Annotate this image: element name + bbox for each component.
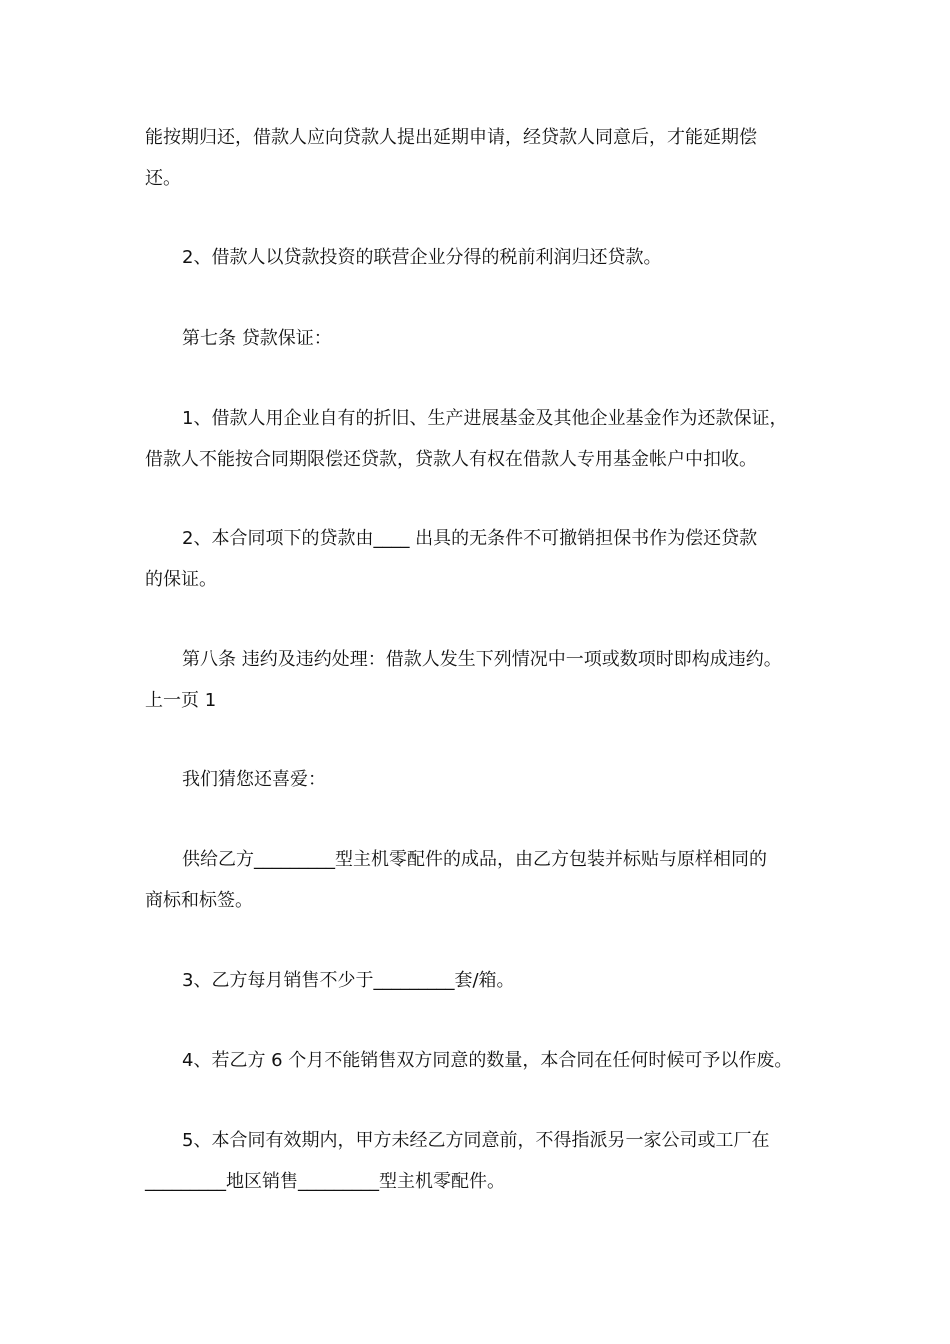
text-line: 商标和标签。 <box>145 890 253 911</box>
text-line: 供给乙方_________型主机零配件的成品，由乙方包装并标贴与原样相同的 <box>182 849 767 870</box>
text-line: 2、借款人以贷款投资的联营企业分得的税前利润归还贷款。 <box>182 247 662 268</box>
text-line: _________地区销售_________型主机零配件。 <box>145 1171 505 1192</box>
text-line: 还。 <box>145 168 181 189</box>
text-line: 2、本合同项下的贷款由____ 出具的无条件不可撤销担保书作为偿还贷款 <box>182 528 758 549</box>
text-line: 4、若乙方 6 个月不能销售双方同意的数量，本合同在任何时候可予以作废。 <box>182 1050 793 1071</box>
section-heading: 第八条 违约及违约处理：借款人发生下列情况中一项或数项时即构成违约。 <box>182 649 782 670</box>
text-line: 能按期归还，借款人应向贷款人提出延期申请，经贷款人同意后，才能延期偿 <box>145 127 757 148</box>
text-line: 借款人不能按合同期限偿还贷款，贷款人有权在借款人专用基金帐户中扣收。 <box>145 449 757 470</box>
section-heading: 第七条 贷款保证： <box>182 328 332 349</box>
text-line: 1、借款人用企业自有的折旧、生产进展基金及其他企业基金作为还款保证， <box>182 408 788 429</box>
recommendation-heading: 我们猜您还喜爱： <box>182 769 326 790</box>
previous-page-link[interactable]: 上一页 1 <box>145 690 217 711</box>
text-line: 5、本合同有效期内，甲方未经乙方同意前，不得指派另一家公司或工厂在 <box>182 1130 770 1151</box>
text-line: 3、乙方每月销售不少于_________套/箱。 <box>182 970 515 991</box>
text-line: 的保证。 <box>145 569 217 590</box>
